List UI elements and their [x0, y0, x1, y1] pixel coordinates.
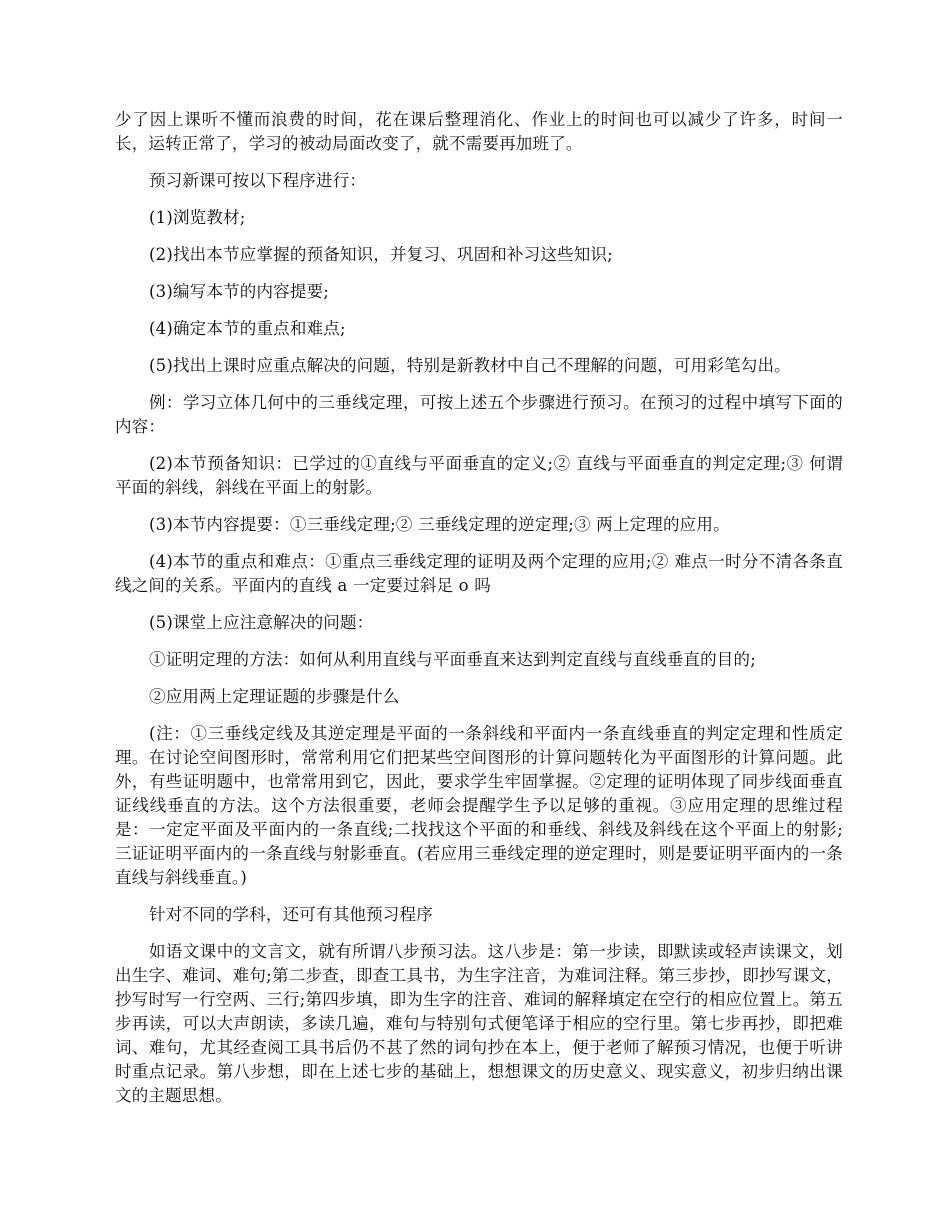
paragraph-example: 例：学习立体几何中的三垂线定理，可按上述五个步骤进行预习。在预习的过程中填写下面的内容： — [115, 393, 843, 436]
paragraph-continuation: 少了因上课听不懂而浪费的时间，花在课后整理消化、作业上的时间也可以减少了许多，时间一长，运转正常了，学习的被动局面改变了，就不需要再加班了。 — [115, 110, 843, 153]
example-item-4: (4)本节的重点和难点：①重点三垂线定理的证明及两个定理的应用;② 难点一时分不清各条直线之间的关系。平面内的直线 a 一定要过斜足 o 吗 — [115, 552, 843, 595]
paragraph-other-subjects: 针对不同的学科，还可有其他预习程序 — [149, 905, 433, 924]
paragraph-note: (注：①三垂线定线及其逆定理是平面的一条斜线和平面内一条直线垂直的判定定理和性质定理。在讨论空间图形时，常常利用它们把某些空间图形的计算问题转化为平面图形的计算问题。此外，有些证明题中，也常常用到它，因此，要求学生牢固掌握。②定理的证明体现了同步线面垂直证线线垂直的方法。这个方法很重要，老师会提醒学生予以足够的重视。③应用定理的思维过程是：一定定平面及平面内的一条直线;二找找这个平面的和垂线、斜线及斜线在这个平面上的射影;三证证明平面内的一条直线与射影垂直。(若应用三垂线定理的逆定理时，则是要证明平面内的一条直线与斜线垂直。) — [115, 724, 843, 887]
example-item-5: (5)课堂上应注意解决的问题： — [149, 613, 374, 632]
list-item-step-3: (3)编写本节的内容提要; — [149, 282, 330, 301]
list-item-step-4: (4)确定本节的重点和难点; — [149, 319, 346, 338]
paragraph-chinese-method: 如语文课中的文言文，就有所谓八步预习法。这八步是：第一步读，即默读或轻声读课文，划出生字、难词、难句;第二步查，即查工具书，为生字注音，为难词注释。第三步抄，即抄写课文，抄写时写一行空两、三行;第四步填，即为生字的注音、难词的解释填定在空行的相应位置上。第五步再读，可以大声朗读，多读几遍，难句与特别句式便笔译于相应的空行里。第七步再抄，即把难词、难句，尤其经查阅工具书后仍不甚了然的词句抄在本上，便于老师了解预习情况，也便于听讲时重点记录。第八步想，即在上述七步的基础上，想想课文的历史意义、现实意义，初步归纳出课文的主题思想。 — [115, 942, 843, 1105]
example-item-3: (3)本节内容提要：①三垂线定理;② 三垂线定理的逆定理;③ 两上定理的应用。 — [149, 515, 730, 534]
example-subitem-2: ②应用两上定理证题的步骤是什么 — [149, 687, 400, 706]
list-item-step-1: (1)浏览教材; — [149, 208, 246, 227]
example-subitem-1: ①证明定理的方法：如何从利用直线与平面垂直来达到判定直线与直线垂直的目的; — [149, 650, 756, 669]
paragraph-preview-intro: 预习新课可按以下程序进行： — [149, 171, 367, 190]
list-item-step-2: (2)找出本节应掌握的预备知识，并复习、巩固和补习这些知识; — [149, 245, 613, 264]
list-item-step-5: (5)找出上课时应重点解决的问题，特别是新教材中自己不理解的问题，可用彩笔勾出。 — [149, 356, 791, 375]
example-item-2: (2)本节预备知识：已学过的①直线与平面垂直的定义;② 直线与平面垂直的判定定理;③ 何谓平面的斜线，斜线在平面上的射影。 — [115, 454, 843, 497]
document-page — [115, 108, 843, 1121]
